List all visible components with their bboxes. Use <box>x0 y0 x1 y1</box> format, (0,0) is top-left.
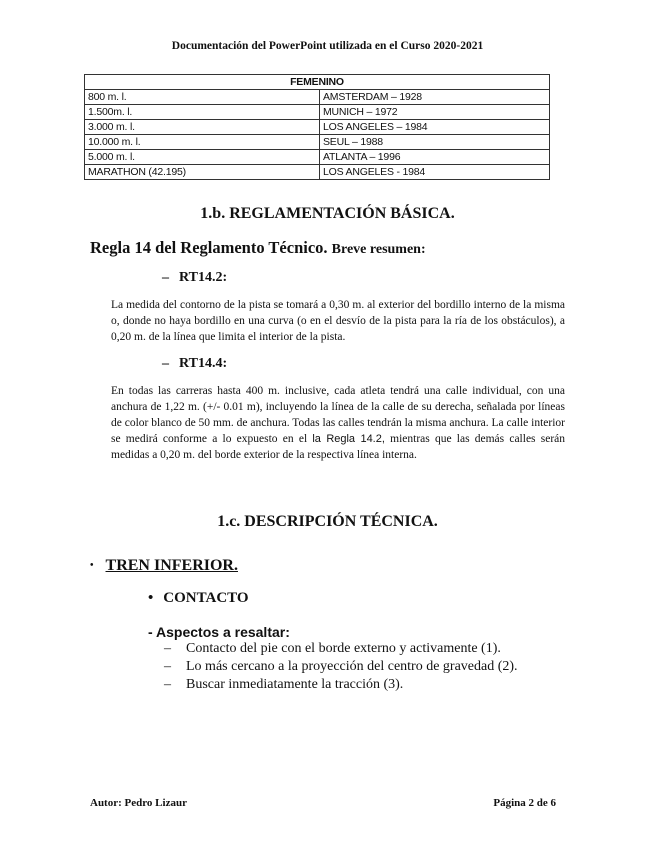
record-cell: AMSTERDAM – 1928 <box>320 90 550 105</box>
rt144-label: RT14.4: <box>179 356 228 371</box>
aspect-text: Contacto del pie con el borde externo y activamente (1). <box>186 641 501 656</box>
main-item-label: TREN INFERIOR. <box>105 557 238 574</box>
list-item <box>164 640 518 658</box>
rt142-heading <box>162 270 227 286</box>
list-item <box>164 658 518 676</box>
record-cell: LOS ANGELES - 1984 <box>320 165 550 180</box>
rule-subtitle: Breve resumen: <box>331 242 426 257</box>
rt142-dash: – <box>162 270 169 285</box>
rt144-reference: la Regla 14.2, <box>312 433 385 445</box>
footer-author: Autor: Pedro Lizaur <box>90 797 187 809</box>
event-cell: 10.000 m. l. <box>85 135 320 150</box>
rule-title <box>90 238 426 258</box>
table-row <box>85 90 550 105</box>
aspect-text: Lo más cercano a la proyección del centro de gravedad (2). <box>186 659 518 674</box>
page-header: Documentación del PowerPoint utilizada en el Curso 2020-2021 <box>171 40 484 52</box>
table-row <box>85 135 550 150</box>
sub-item-label: CONTACTO <box>163 590 249 606</box>
aspects-list <box>164 640 518 694</box>
aspect-text: Buscar inmediatamente la tracción (3). <box>186 677 404 692</box>
rule-title-main: Regla 14 del Reglamento Técnico. <box>90 238 328 257</box>
section-b-heading: 1.b. REGLAMENTACIÓN BÁSICA. <box>200 205 455 222</box>
rt144-heading <box>162 356 227 372</box>
bullet-icon: • <box>148 590 154 606</box>
table-heading: FEMENINO <box>85 75 550 90</box>
event-cell: MARATHON (42.195) <box>85 165 320 180</box>
table-row <box>85 150 550 165</box>
section-c-heading: 1.c. DESCRIPCIÓN TÉCNICA. <box>217 513 438 530</box>
dash-icon: – <box>164 659 171 674</box>
table-row <box>85 105 550 120</box>
record-cell: ATLANTA – 1996 <box>320 150 550 165</box>
table-row <box>85 120 550 135</box>
dash-icon: – <box>164 677 171 692</box>
rt144-dash: – <box>162 356 169 371</box>
rt144-paragraph <box>111 383 565 463</box>
rt144-text-before: En todas las carreras hasta 400 m. inclusive, cada atleta tendrá una calle individual, con una anchura de 1,22 m. (+/- 0.01 m), incluyendo la línea de la calle de su derecha, señalada por líneas de color blanco de 50 mm. de anchura. Todas las calles tendrán la misma anchura. La calle interior se medirá conforme a lo expuesto en el <box>111 385 565 445</box>
sub-bullet-item <box>148 590 249 607</box>
rt142-label: RT14.2: <box>179 270 228 285</box>
record-cell: MUNICH – 1972 <box>320 105 550 120</box>
event-cell: 1.500m. l. <box>85 105 320 120</box>
event-cell: 5.000 m. l. <box>85 150 320 165</box>
records-table <box>84 74 550 180</box>
list-item <box>164 676 518 694</box>
dash-icon: – <box>164 641 171 656</box>
table-header-row <box>85 75 550 90</box>
bullet-icon: • <box>90 560 94 571</box>
footer-page-number: Página 2 de 6 <box>493 797 556 809</box>
table-row <box>85 165 550 180</box>
record-cell: LOS ANGELES – 1984 <box>320 120 550 135</box>
aspects-label: - Aspectos a resaltar: <box>148 624 290 640</box>
rt144-text-after: mientras que las demás calles serán medidas a 0,20 m. del borde exterior de la respectiva línea interna. <box>111 433 565 461</box>
main-bullet-item <box>90 557 238 575</box>
event-cell: 800 m. l. <box>85 90 320 105</box>
event-cell: 3.000 m. l. <box>85 120 320 135</box>
rt142-paragraph: La medida del contorno de la pista se tomará a 0,30 m. al exterior del bordillo interno de la misma o, donde no haya bordillo en una curva (o en el desvío de la pista para la ría de los obstáculos), a 0,20 m. de la línea que limita el interior de la pista. <box>111 299 565 343</box>
record-cell: SEUL – 1988 <box>320 135 550 150</box>
